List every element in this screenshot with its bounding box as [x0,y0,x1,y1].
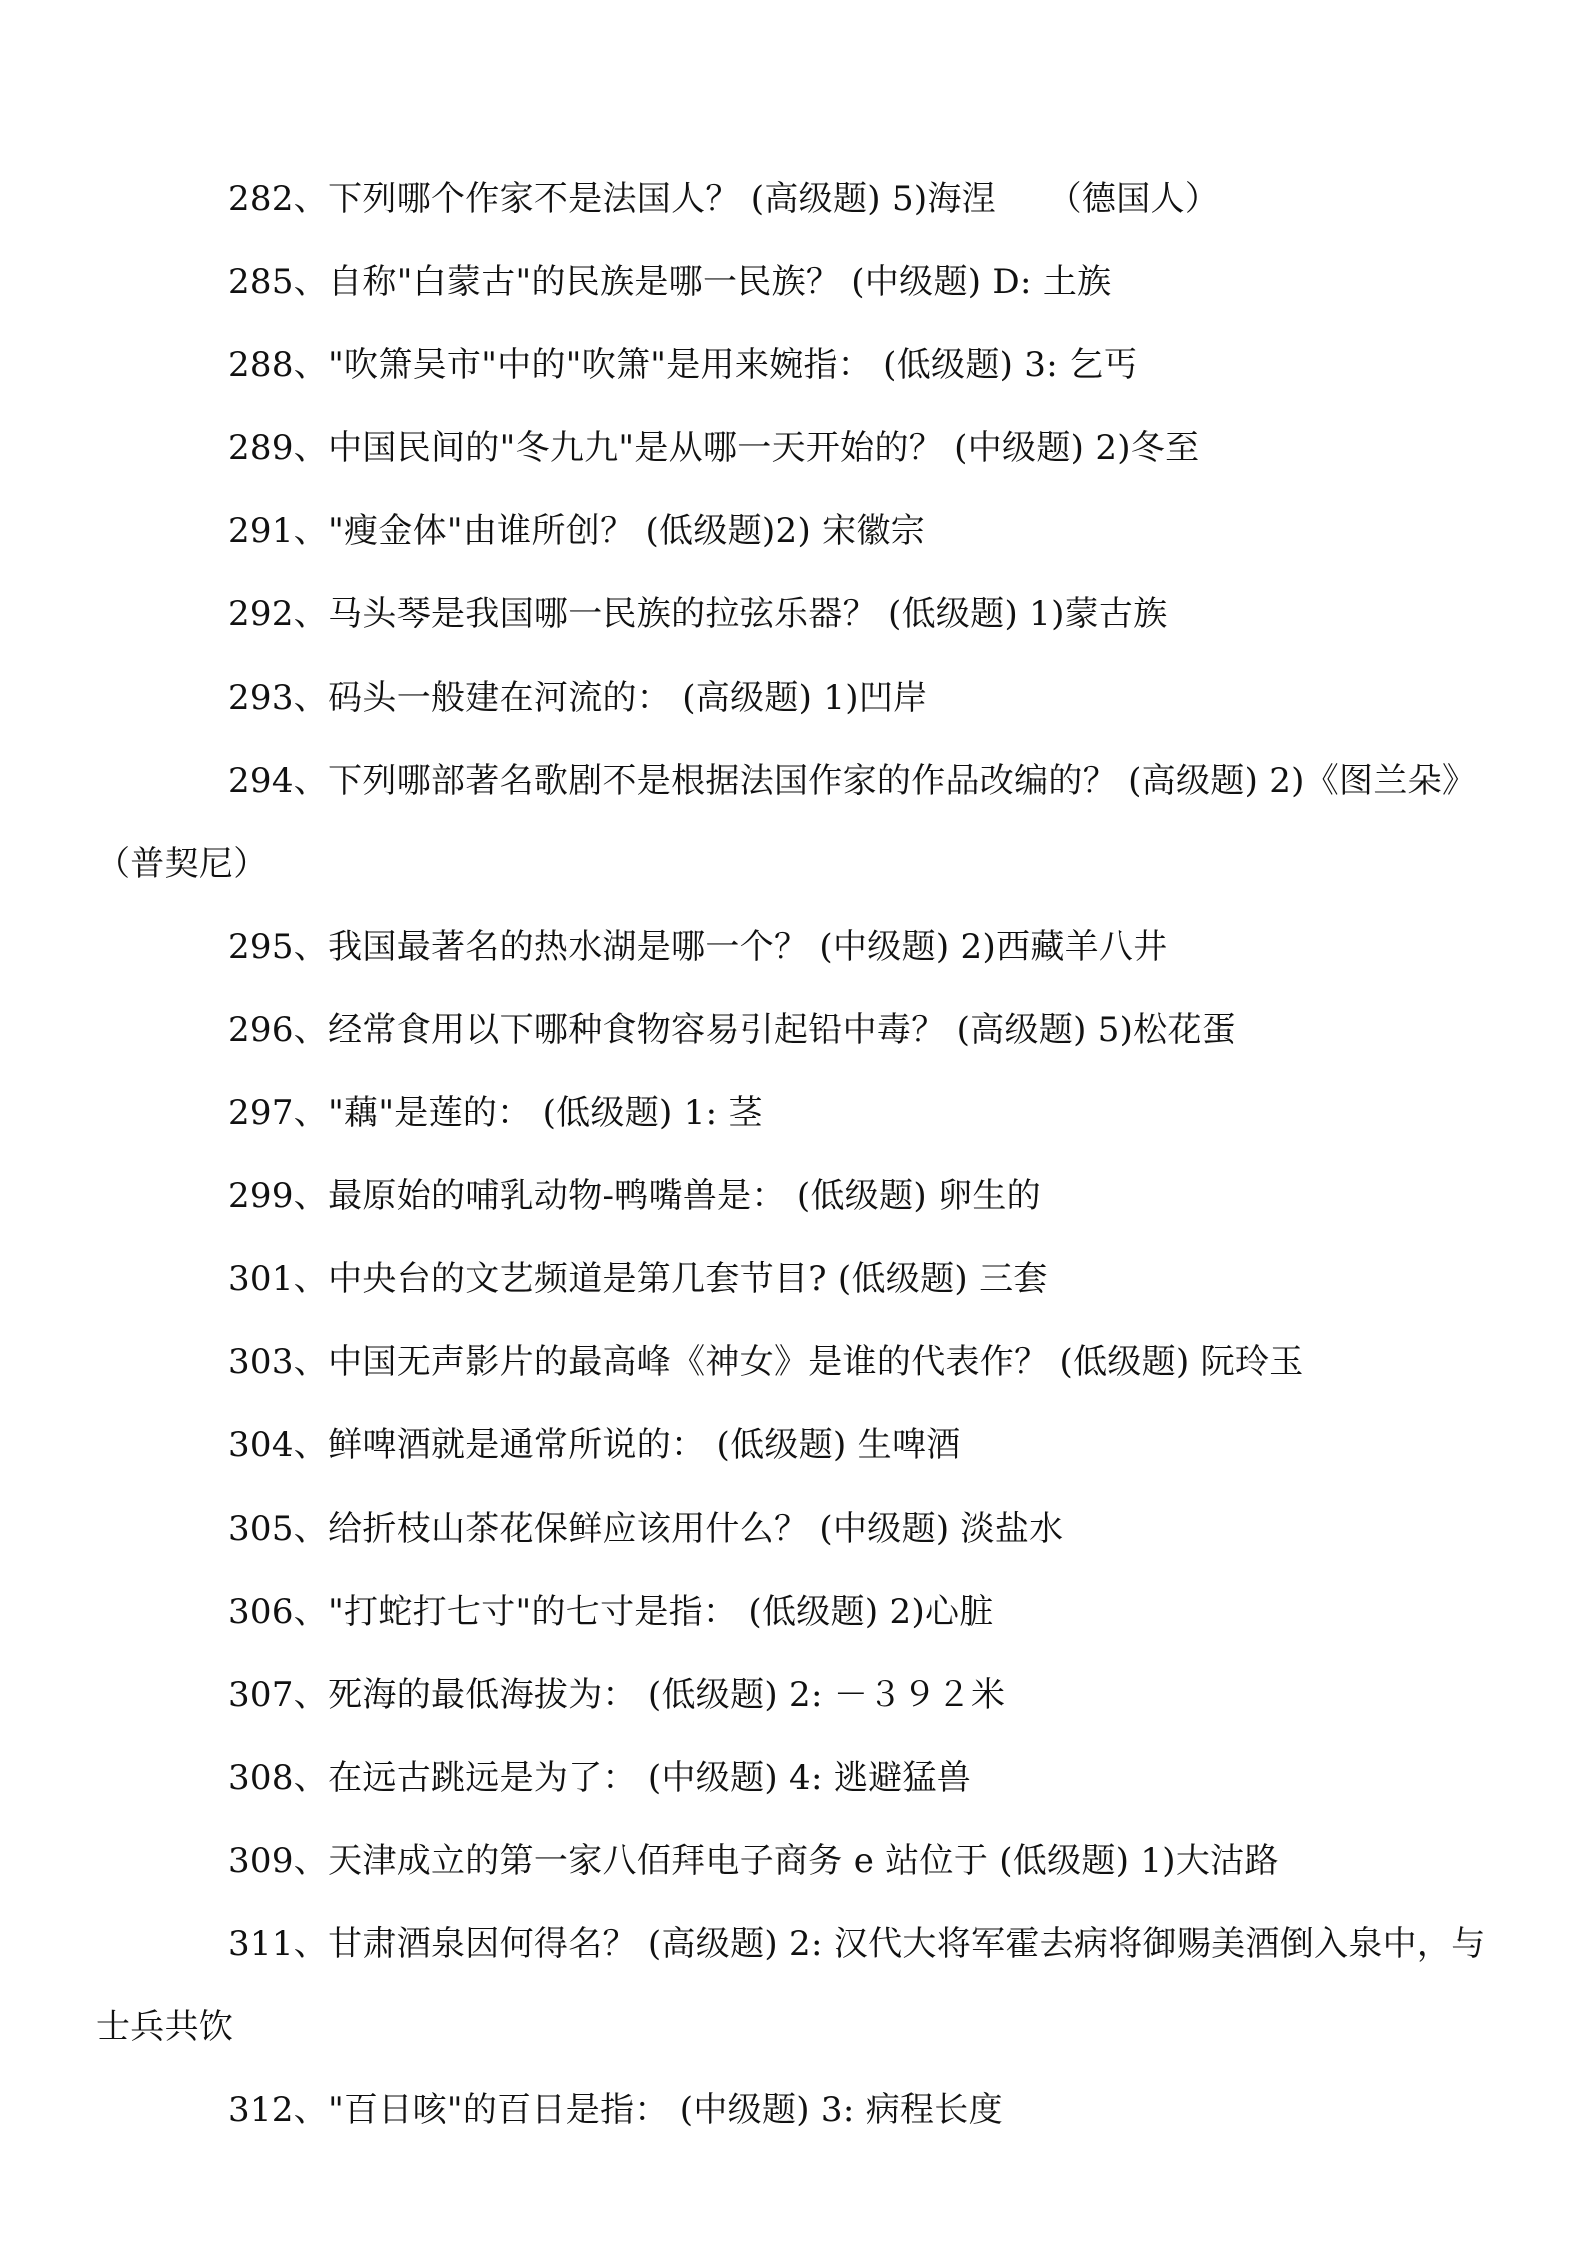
list-item [0,740,1594,906]
question-text: 305、给折枝山茶花保鲜应该用什么？ (中级题) 淡盐水 [228,1508,1064,1549]
list-item [0,2069,1594,2152]
list-item [0,1321,1594,1404]
question-answer-list [0,158,1594,2152]
question-text: 297、"藕"是莲的： (低级题) 1: 茎 [228,1093,763,1134]
question-text: 295、我国最著名的热水湖是哪一个？ (中级题) 2)西藏羊八井 [228,926,1168,967]
list-item [0,657,1594,740]
list-item [0,573,1594,656]
question-text: 307、死海的最低海拔为： (低级题) 2: －３９２米 [228,1674,1006,1715]
question-text: 301、中央台的文艺频道是第几套节目? (低级题) 三套 [228,1259,1048,1300]
question-text: 306、"打蛇打七寸"的七寸是指： (低级题) 2)心脏 [228,1591,994,1632]
question-text: 293、码头一般建在河流的： (高级题) 1)凹岸 [228,677,928,718]
list-item [0,158,1594,241]
question-text: 299、最原始的哺乳动物-鸭嘴兽是： (低级题) 卵生的 [228,1176,1041,1217]
question-text: 289、中国民间的"冬九九"是从哪一天开始的？ (中级题) 2)冬至 [228,428,1200,469]
list-item [0,1654,1594,1737]
question-text: 282、下列哪个作家不是法国人？ (高级题) 5)海涅 （德国人） [228,179,1220,219]
list-item [0,407,1594,490]
list-item [0,324,1594,407]
question-text: 296、经常食用以下哪种食物容易引起铅中毒？ (高级题) 5)松花蛋 [228,1009,1237,1050]
question-text: 291、"瘦金体"由谁所创？ (低级题)2) 宋徽宗 [228,511,926,552]
question-text: 309、天津成立的第一家八佰拜电子商务 e 站位于 (低级题) 1)大沽路 [228,1840,1279,1881]
list-item [0,1571,1594,1654]
question-text: 311、甘肃酒泉因何得名？ (高级题) 2: 汉代大将军霍去病将御赐美酒倒入泉中，与士兵共饮 [96,1923,1486,2048]
question-text: 285、自称"白蒙古"的民族是哪一民族？ (中级题) D: 土族 [228,262,1112,303]
list-item [0,906,1594,989]
question-text: 288、"吹箫吴市"中的"吹箫"是用来婉指： (低级题) 3: 乞丐 [228,345,1138,386]
question-text: 292、马头琴是我国哪一民族的拉弦乐器？ (低级题) 1)蒙古族 [228,594,1168,635]
list-item [0,989,1594,1072]
question-text: 294、下列哪部著名歌剧不是根据法国作家的作品改编的？ (高级题) 2)《图兰朵》（普契尼） [96,760,1477,884]
list-item [0,1903,1594,2069]
list-item [0,241,1594,324]
list-item [0,1155,1594,1238]
question-text: 303、中国无声影片的最高峰《神女》是谁的代表作？ (低级题) 阮玲玉 [228,1342,1304,1383]
list-item [0,1820,1594,1903]
question-text: 312、"百日咳"的百日是指： (中级题) 3: 病程长度 [228,2090,1003,2131]
list-item [0,1737,1594,1820]
list-item [0,1238,1594,1321]
list-item [0,1488,1594,1571]
question-text: 304、鲜啤酒就是通常所说的： (低级题) 生啤酒 [228,1425,961,1466]
list-item [0,1072,1594,1155]
question-text: 308、在远古跳远是为了： (中级题) 4: 逃避猛兽 [228,1757,972,1798]
list-item [0,1404,1594,1487]
list-item [0,490,1594,573]
